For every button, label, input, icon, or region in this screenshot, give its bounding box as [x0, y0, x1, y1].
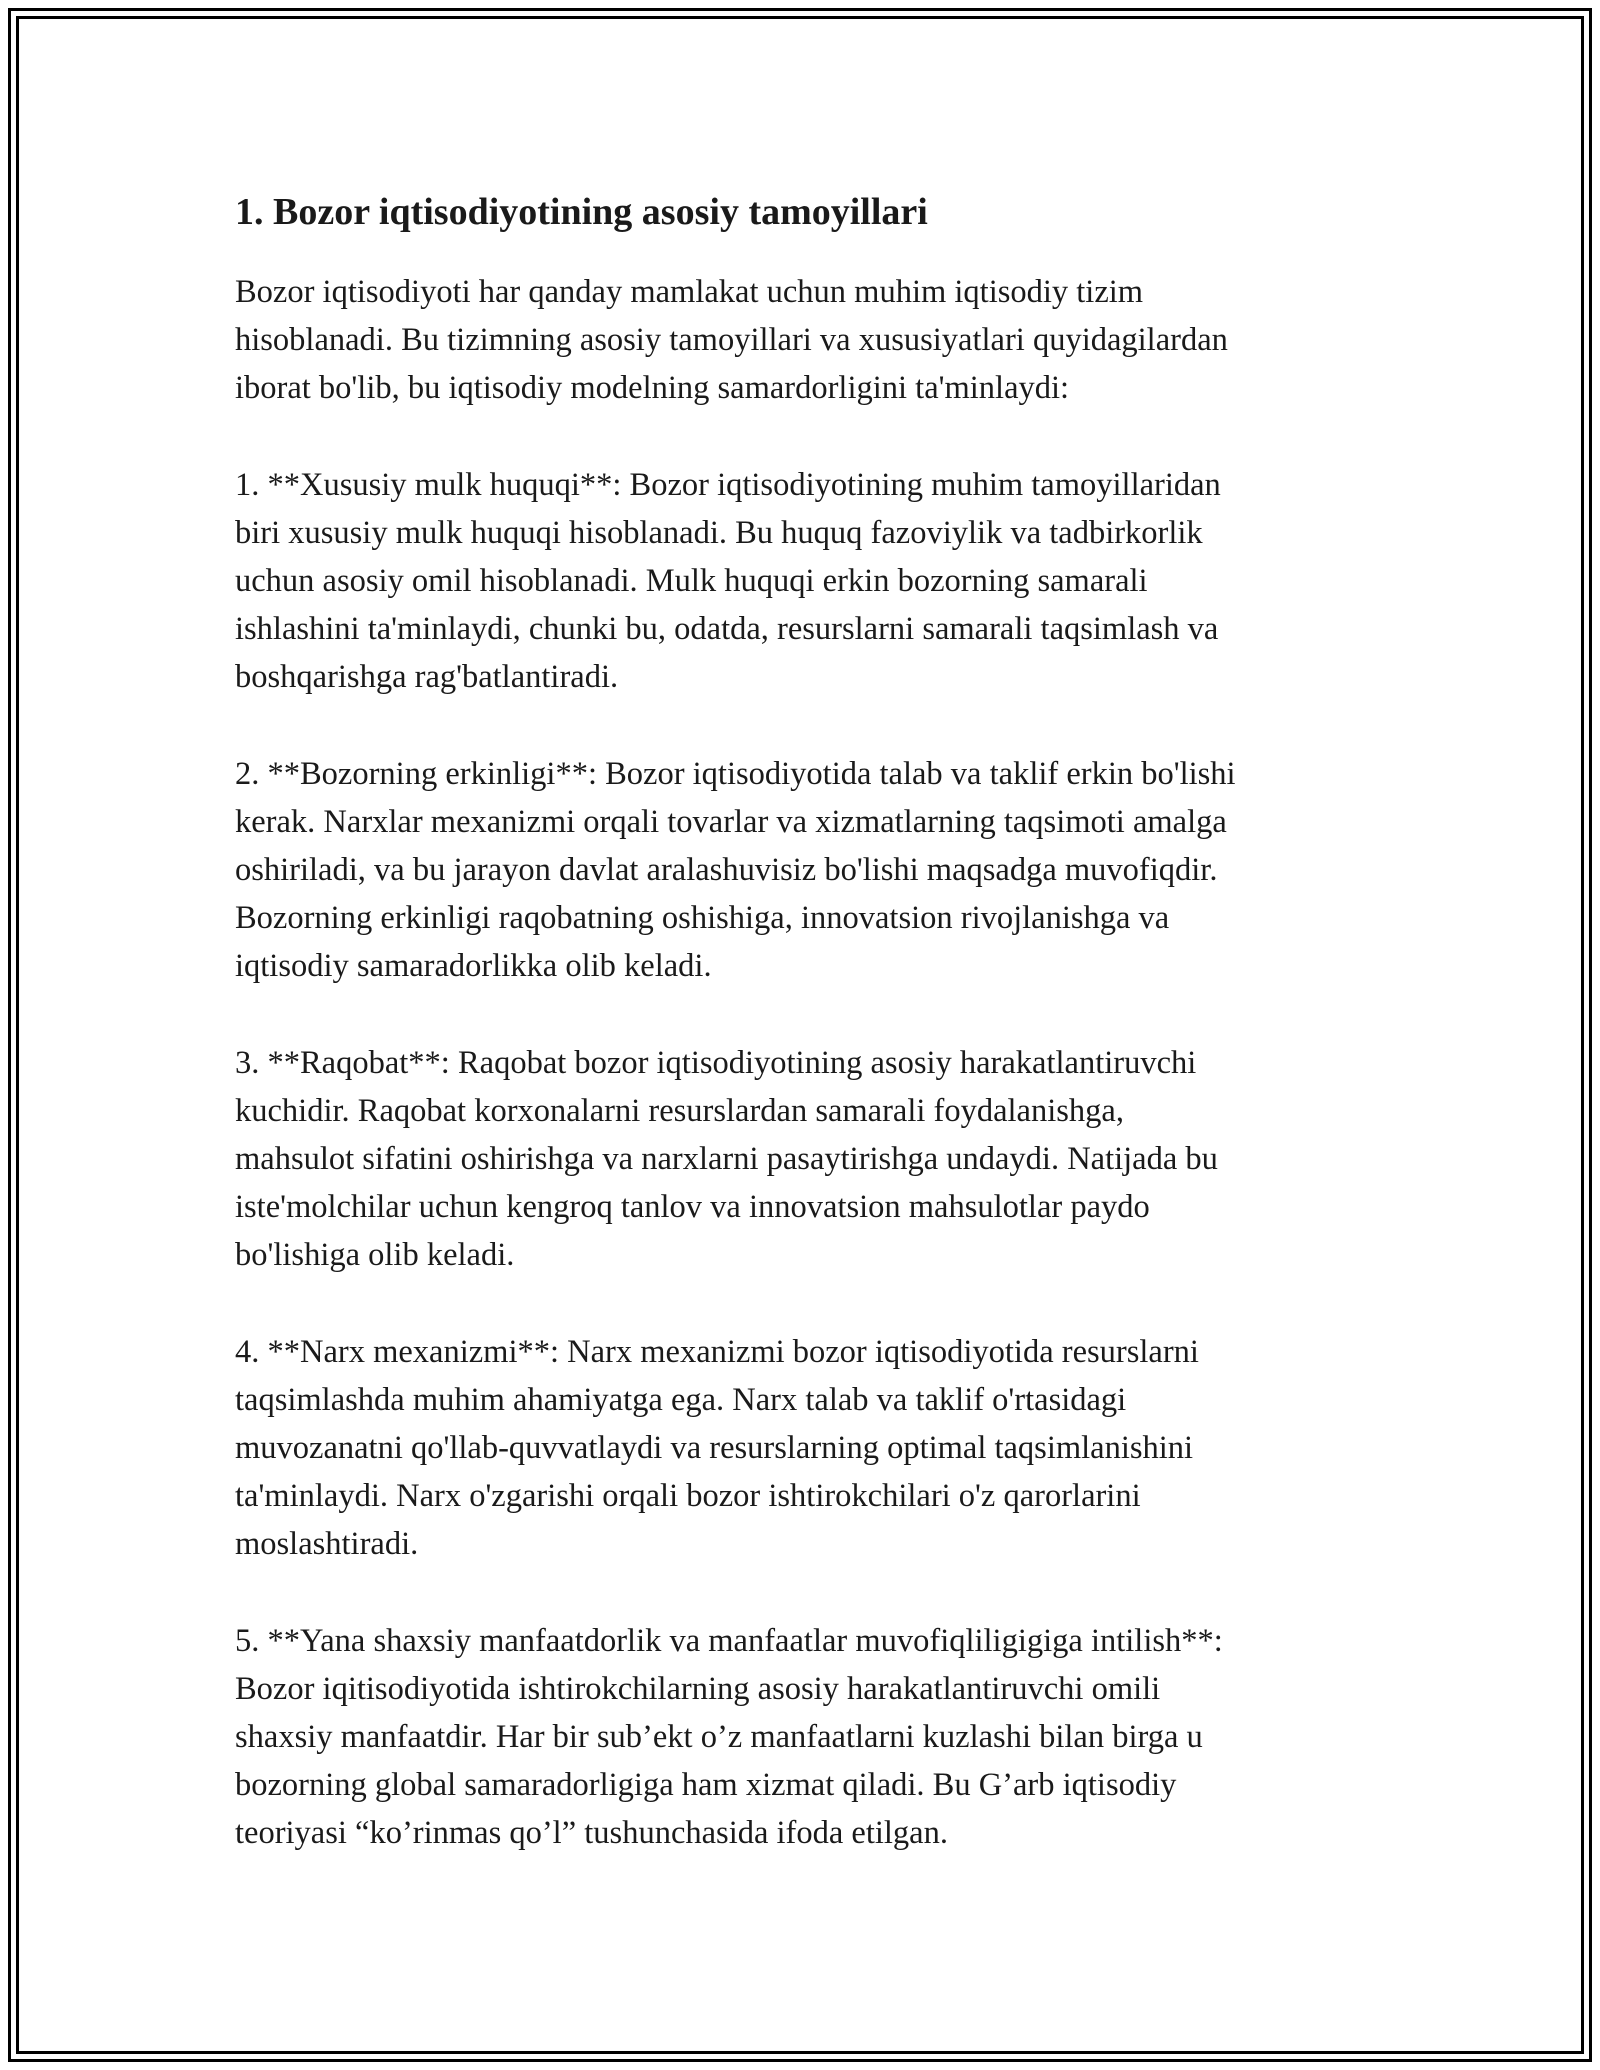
principle-market-freedom: 2. **Bozorning erkinligi**: Bozor iqtisodiyotida talab va taklif erkin bo'lishi kerak. Narxlar mexanizmi orqali tovarlar va xizmatlarning taqsimoti amalga oshiriladi, va bu jarayon davlat aralashuvisiz bo'lishi maqsadga muvofiqdir. Bozorning erkinligi raqobatning oshishiga, innovatsion rivojlanishga va iqtisodiy samaradorlikka olib keladi. — [235, 755, 1236, 985]
principle-competition: 3. **Raqobat**: Raqobat bozor iqtisodiyotining asosiy harakatlantiruvchi kuchidir. Raqobat korxonalarni resurslardan samarali foydalanishga, mahsulot sifatini oshirishga va narxlarni pasaytirishga undaydi. Natijada bu iste'molchilar uchun kengroq tanlov va innovatsion mahsulotlar paydo bo'lishiga olib keladi. — [235, 1044, 1218, 1274]
principle-self-interest: 5. **Yana shaxsiy manfaatdorlik va manfaatlar muvofiqliligigiga intilish**: Bozor iqitisodiyotida ishtirokchilarning asosiy harakatlantiruvchi omili shaxsiy manfaatdir. Har bir sub’ekt o’z manfaatlarni kuzlashi bilan birga u bozorning global samaradorligiga ham xizmat qiladi. Bu G’arb iqtisodiy teoriyasi “ko’rinmas qo’l” tushunchasida ifoda etilgan. — [235, 1622, 1223, 1852]
document-body — [235, 186, 1385, 1906]
principle-price-mechanism: 4. **Narx mexanizmi**: Narx mexanizmi bozor iqtisodiyotida resurslarni taqsimlashda muhim ahamiyatga ega. Narx talab va taklif o'rtasidagi muvozanatni qo'llab-quvvatlaydi va resurslarning optimal taqsimlanishini ta'minlaydi. Narx o'zgarishi orqali bozor ishtirokchilari o'z qarorlarini moslashtiradi. — [235, 1333, 1199, 1563]
principle-private-property: 1. **Xususiy mulk huquqi**: Bozor iqtisodiyotining muhim tamoyillaridan biri xususiy mulk huquqi hisoblanadi. Bu huquq fazoviylik va tadbirkorlik uchun asosiy omil hisoblanadi. Mulk huquqi erkin bozorning samarali ishlashini ta'minlaydi, chunki bu, odatda, resurslarni samarali taqsimlash va boshqarishga rag'batlantiradi. — [235, 466, 1221, 696]
section-title: 1. Bozor iqtisodiyotining asosiy tamoyillari — [235, 191, 928, 233]
intro-paragraph: Bozor iqtisodiyoti har qanday mamlakat uchun muhim iqtisodiy tizim hisoblanadi. Bu tizimning asosiy tamoyillari va xususiyatlari quyidagilardan iborat bo'lib, bu iqtisodiy modelning samardorligini ta'minlaydi: — [235, 274, 1228, 407]
